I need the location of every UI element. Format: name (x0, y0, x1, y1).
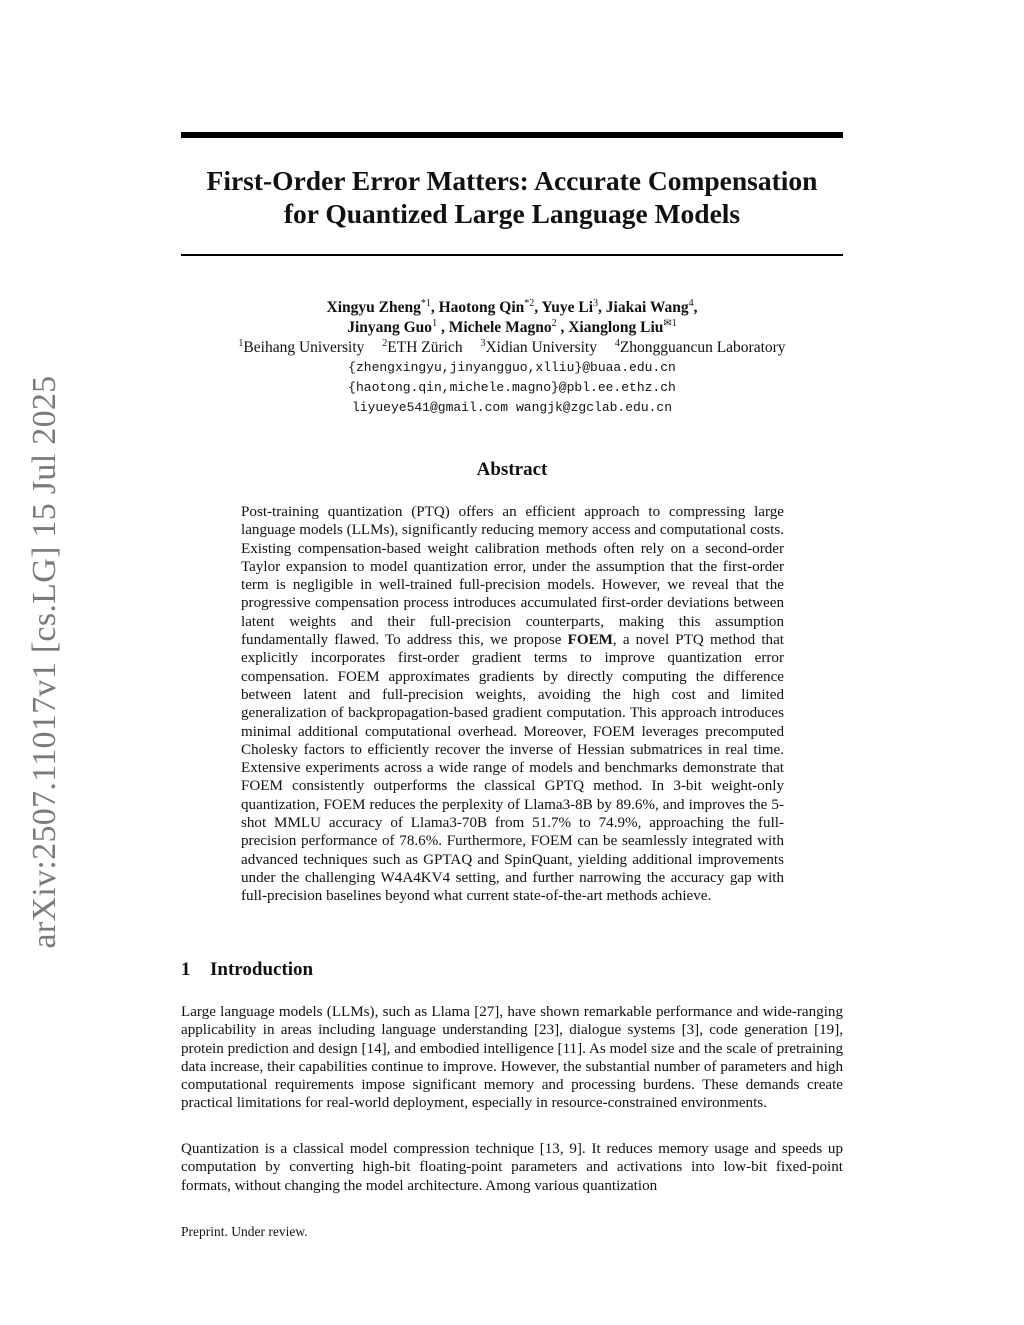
author-sup: 3 (593, 298, 599, 309)
email-line-1[interactable]: {zhengxingyu,jinyangguo,xlliu}@buaa.edu.cn (348, 360, 676, 375)
affiliation-sup: 4 (614, 338, 620, 349)
email-address[interactable]: wangjk@zgclab.edu.cn (516, 400, 673, 415)
author-sup: 1 (432, 318, 438, 329)
affiliation-sup: 2 (382, 338, 388, 349)
affiliation-sup: 3 (480, 338, 486, 349)
author-name: Xianglong Liu (568, 319, 664, 336)
title-line-1: First-Order Error Matters: Accurate Compensation (206, 165, 818, 196)
affiliation-name: Beihang University (243, 339, 365, 356)
email-address[interactable]: liyueye541@gmail.com (351, 400, 508, 415)
abstract-text (241, 503, 784, 906)
title-line-2: for Quantized Large Language Models (283, 198, 741, 229)
author-line-2: Jinyang Guo$^1$ , Michele Magno$^2$ , Xianglong Liu$^{✉1}$ (347, 318, 677, 336)
abstract-text-after: , a novel PTQ method that explicitly incorporates first-order gradient terms to improve quantization error compensation. FOEM approximates gradients by directly computing the difference between latent and full-precision weights, avoiding the high cost and limited generalization of backpropagation-based gradient computation. This approach introduces minimal additional computational overhead. Moreover, FOEM leverages precomputed Cholesky factors to efficiently recover the inverse of Hessian submatrices in real time. Extensive experiments across a wide range of models and benchmarks demonstrate that FOEM consistently outperforms the classical GPTQ method. In 3-bit weight-only quantization, FOEM reduces the perplexity of Llama3-8B by 89.6%, and improves the 5-shot MMLU accuracy of Llama3-70B from 51.7% to 74.9%, approaching the full-precision performance of 78.6%. Furthermore, FOEM can be seamlessly integrated with advanced techniques such as GPTAQ and SpinQuant, yielding additional improvements under the challenging W4A4KV4 setting, and further narrowing the accuracy gap with full-precision baselines beyond what current state-of-the-art methods achieve. (241, 632, 784, 905)
affiliation (238, 339, 364, 356)
affiliation (480, 339, 597, 356)
affiliation-name: ETH Zürich (387, 339, 463, 356)
intro-paragraph-2: Quantization is a classical model compression technique [13, 9]. It reduces memory usage and speeds up computation by converting high-bit floating-point parameters and activations into low-bit fixed-point formats, without changing the model architecture. Among various quantization (181, 1141, 843, 1194)
affiliation (382, 339, 462, 356)
title-bottom-rule (181, 254, 843, 256)
author-name: Haotong Qin (438, 299, 525, 316)
page-footer: Preprint. Under review. (181, 1224, 308, 1239)
paper-title (160, 164, 864, 230)
section-heading-introduction (181, 959, 313, 981)
affiliation-name: Xidian University (485, 339, 597, 356)
author-sup: *2 (524, 298, 535, 309)
title-top-rule (181, 132, 843, 138)
author-name: Michele Magno (448, 319, 552, 336)
intro-paragraph-1: Large language models (LLMs), such as Llama [27], have shown remarkable performance and wide-ranging applicability in areas including language understanding [23], dialogue systems [3], code generation [19], protein prediction and design [14], and embodied intelligence [11]. As model size and the scale of pretraining data increase, their capabilities continue to improve. However, the substantial number of parameters and high computational requirements impose significant memory and processing burdens. These demands create practical limitations for real-world deployment, especially in resource-constrained environments. (181, 1004, 843, 1112)
email-line-3 (150, 398, 874, 418)
email-line-2[interactable]: {haotong.qin,michele.magno}@pbl.ee.ethz.ch (348, 380, 676, 395)
section-title: Introduction (210, 959, 314, 980)
author-sup: 4 (688, 298, 694, 309)
author-block (150, 298, 874, 418)
author-name: Jinyang Guo (347, 319, 433, 336)
section-number: 1 (181, 959, 191, 980)
author-line-1: Xingyu Zheng$^{*1}$, Haotong Qin$^{*2}$, Yuye Li$^3$, Jiakai Wang$^4$, (326, 298, 698, 316)
abstract-text-before: Post-training quantization (PTQ) offers an efficient approach to compressing large language models (LLMs), significantly reducing memory access and computational costs. Existing compensation-based weight calibration methods often rely on a second-order Taylor expansion to model quantization error, under the assumption that the first-order term is negligible in well-trained full-precision models. However, we reveal that the progressive compensation process introduces accumulated first-order deviations between latent weights and their full-precision counterparts, making this assumption fundamentally flawed. To address this, we propose (241, 504, 784, 649)
affiliation-name: Zhongguancun Laboratory (619, 339, 786, 356)
arxiv-stamp: arXiv:2507.11017v1 [cs.LG] 15 Jul 2025 (26, 375, 63, 949)
author-name: Xingyu Zheng (326, 299, 421, 316)
method-name: FOEM (567, 632, 613, 649)
author-name: Yuye Li (541, 299, 594, 316)
affiliation (615, 339, 786, 356)
affiliation-line (150, 338, 874, 358)
affiliation-sup: 1 (238, 338, 244, 349)
author-sup: *1 (420, 298, 431, 309)
author-sup: ✉1 (663, 318, 677, 329)
author-sup: 2 (551, 318, 557, 329)
author-name: Jiakai Wang (605, 299, 689, 316)
abstract-heading: Abstract (476, 459, 548, 480)
